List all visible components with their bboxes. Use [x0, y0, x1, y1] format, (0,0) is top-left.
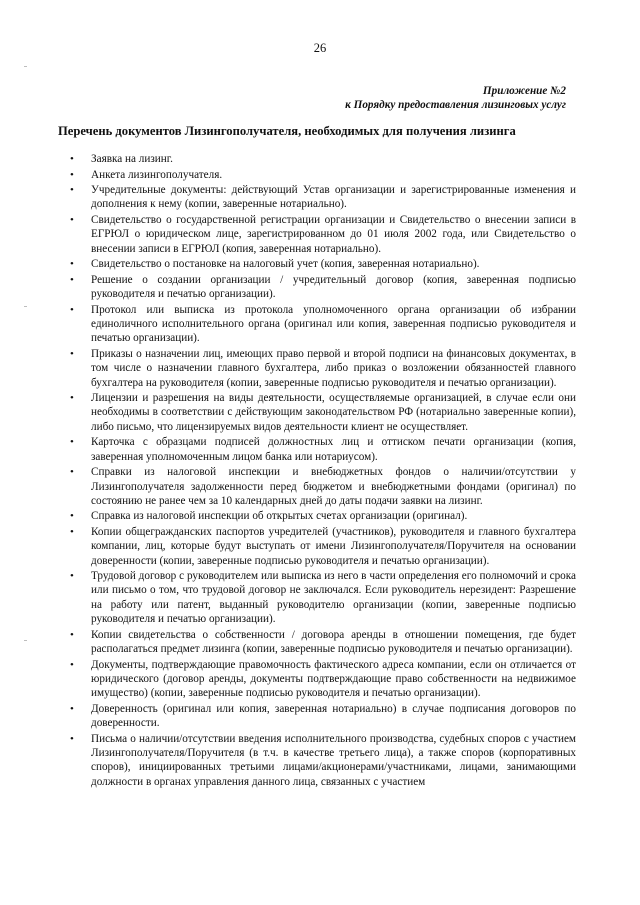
bullet-icon: •	[70, 153, 74, 165]
bullet-icon: •	[70, 303, 74, 316]
bullet-icon: •	[70, 168, 74, 181]
list-item	[70, 628, 576, 657]
list-item-text: Письма о наличии/отсутствии введения исполнительного производства, судебных споров с участием Лизингополучателя/Поручителя (в т.ч. в качестве третьего лица), а также споров (корпоративных споров), инициированных третьими лицами/акционерами/участниками, лицами, занимающими должности в органах управления данного лица, связанных с участием	[91, 732, 576, 788]
list-item-text: Копии общегражданских паспортов учредителей (участников), руководителя и главного бухгалтера компании, лиц, которые будут выступать от имени Лизингополучателя/Поручителя на основании доверенности (копии, заверенные подписью руководителя и печатью организации).	[91, 525, 576, 567]
appendix-header	[345, 84, 566, 112]
list-item	[70, 658, 576, 701]
list-item-text: Справка из налоговой инспекции об открытых счетах организации (оригинал).	[91, 510, 468, 523]
list-item	[70, 213, 576, 256]
list-item-text: Протокол или выписка из протокола уполномоченного органа организации об избрании единоличного исполнительного органа (оригинал или копия, заверенная подписью руководителя и печатью организации).	[91, 303, 576, 345]
list-item-text: Учредительные документы: действующий Устав организации и зарегистрированные изменения и дополнения к нему (копии, заверенные нотариально).	[91, 184, 576, 211]
list-item-text: Решение о создании организации / учредительный договор (копия, заверенная подписью руководителя и печатью организации).	[91, 273, 576, 301]
scan-margin-mark	[24, 640, 27, 641]
bullet-icon: •	[70, 273, 74, 286]
document-title: Перечень документов Лизингополучателя, необходимых для получения лизинга	[58, 124, 516, 138]
bullet-icon: •	[70, 702, 74, 715]
list-item-text: Приказы о назначении лиц, имеющих право первой и второй подписи на финансовых документах, в том числе о назначении главного бухгалтера, либо приказ о возложении обязанностей главного бухгалтера на руководителя (копии, заверенные подписью руководителя и печатью организации).	[91, 347, 576, 389]
appendix-reference: к Порядку предоставления лизинговых услуг	[345, 99, 566, 111]
appendix-number: Приложение №2	[482, 85, 566, 97]
bullet-icon: •	[70, 658, 74, 671]
list-item	[70, 168, 576, 182]
list-item	[70, 347, 576, 390]
bullet-icon: •	[70, 184, 74, 197]
list-item	[70, 257, 576, 271]
bullet-icon: •	[70, 347, 74, 360]
list-item-text: Справки из налоговой инспекции и внебюджетных фондов о наличии/отсутствии у Лизингополучателя задолженности перед бюджетом и внебюджетными фондами (оригинал) по состоянию не ранее чем за 10 календарных дней до даты подачи заявки на лизинг.	[91, 466, 576, 507]
document-list	[70, 152, 576, 790]
page-number: 26	[313, 41, 327, 55]
bullet-icon: •	[70, 392, 74, 405]
list-item-text: Свидетельство о государственной регистрации организации и Свидетельство о внесении записи в ЕГРЮЛ о юридическом лице, зарегистрированном до 01 июля 2002 года, или Свидетельство о внесении записи в ЕГРЮЛ (копия, заверенная нотариально).	[91, 214, 576, 255]
bullet-icon: •	[70, 436, 74, 449]
list-item-text: Карточка с образцами подписей должностных лиц и оттиском печати организации (копия, заверенная уполномоченным лицом банка или нотариусом).	[91, 436, 576, 463]
bullet-icon: •	[70, 570, 74, 583]
list-item-text: Лицензии и разрешения на виды деятельности, осуществляемые организацией, в случае если они необходимы в соответствии с действующим законодательством РФ (нотариально заверенные копии), либо письмо, что лицензируемых видов деятельности клиент не осуществляет.	[91, 392, 576, 433]
list-item-text: Свидетельство о постановке на налоговый учет (копия, заверенная нотариально).	[91, 258, 480, 271]
bullet-icon: •	[70, 525, 74, 538]
list-item	[70, 569, 576, 626]
list-item	[70, 303, 576, 346]
bullet-icon: •	[70, 628, 74, 641]
list-item	[70, 509, 576, 523]
bullet-icon: •	[70, 732, 74, 745]
list-item-text: Анкета лизингополучателя.	[91, 168, 223, 181]
list-item	[70, 702, 576, 731]
bullet-icon: •	[70, 258, 74, 271]
list-item-text: Копии свидетельства о собственности / договора аренды в отношении помещения, где будет располагаться предмет лизинга (копии, заверенные подписью руководителя и печатью организации).	[91, 628, 576, 655]
scan-margin-mark	[24, 66, 27, 67]
bullet-icon: •	[70, 214, 74, 227]
list-item	[70, 183, 576, 212]
bullet-icon: •	[70, 466, 74, 479]
list-item-text: Документы, подтверждающие правомочность фактического адреса компании, если он отличается от юридического (договор аренды, документы подтверждающие право собственности на недвижимое имущество) (копии, заверенные подписью руководителя и печатью организации).	[91, 658, 576, 700]
list-item-text: Доверенность (оригинал или копия, заверенная нотариально) в случае подписания договоров по доверенности.	[91, 702, 576, 730]
list-item	[70, 391, 576, 434]
bullet-icon: •	[70, 510, 74, 523]
list-item	[70, 435, 576, 464]
list-item	[70, 273, 576, 302]
list-item	[70, 465, 576, 508]
list-item	[70, 732, 576, 789]
list-item-text: Трудовой договор с руководителем или выписка из него в части определения его полномочий и срока или письмо о том, что трудовой договор не заключался. Если руководитель нерезидент: Разрешение на работу или патент, выданный руководителю организации (копии, заверенные подписью руководителя и печатью организации).	[91, 570, 576, 626]
scan-margin-mark	[24, 306, 27, 307]
list-item-text: Заявка на лизинг.	[91, 153, 173, 165]
list-item	[70, 525, 576, 568]
list-item	[70, 152, 576, 166]
